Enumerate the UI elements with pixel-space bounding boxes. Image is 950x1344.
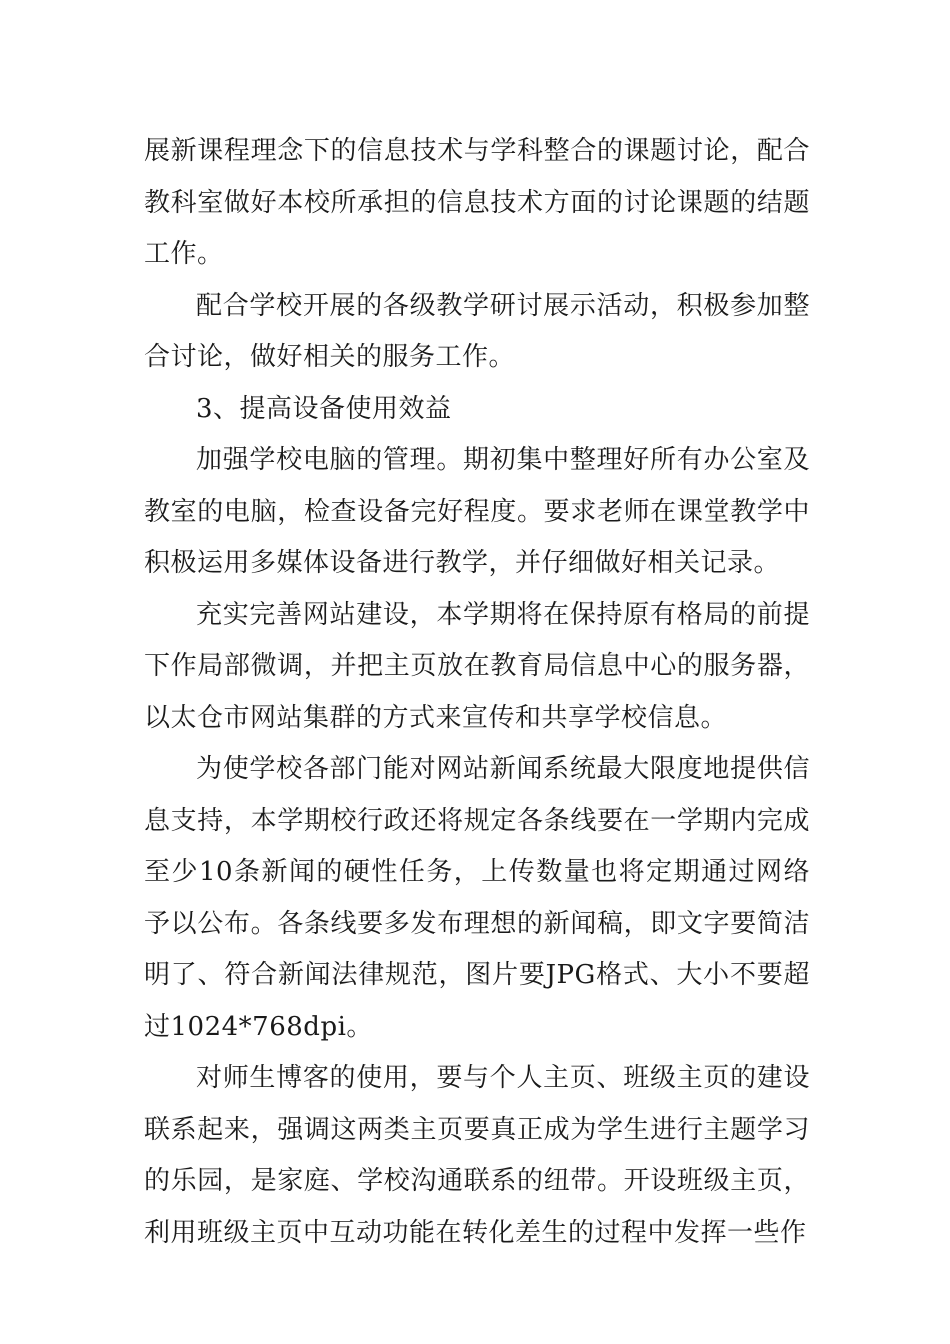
paragraph-news-system: 为使学校各部门能对网站新闻系统最大限度地提供信息支持，本学期校行政还将规定各条线要在一学期内完成至少10条新闻的硬性任务，上传数量也将定期通过网络予以公布。各条线要多发布理想的新闻稿，即文字要简洁明了、符合新闻法律规范，图片要JPG格式、大小不要超过1024*768dpi。	[144, 754, 810, 1042]
paragraph-computer-management: 加强学校电脑的管理。期初集中整理好所有办公室及教室的电脑，检查设备完好程度。要求老师在课堂教学中积极运用多媒体设备进行教学，并仔细做好相关记录。	[144, 445, 810, 578]
paragraph-continued: 展新课程理念下的信息技术与学科整合的课题讨论，配合教科室做好本校所承担的信息技术方面的讨论课题的结题工作。	[144, 136, 810, 269]
paragraph-blog-usage: 对师生博客的使用，要与个人主页、班级主页的建设联系起来，强调这两类主页要真正成为学生进行主题学习的乐园，是家庭、学校沟通联系的纽带。开设班级主页，利用班级主页中互动功能在转化差生的过程中发挥一些作	[144, 1063, 810, 1248]
paragraph-website-building: 充实完善网站建设，本学期将在保持原有格局的前提下作局部微调，并把主页放在教育局信息中心的服务器，以太仓市网站集群的方式来宣传和共享学校信息。	[144, 599, 810, 733]
document-body	[144, 126, 810, 1259]
paragraph-teaching-seminar: 配合学校开展的各级教学研讨展示活动，积极参加整合讨论，做好相关的服务工作。	[144, 290, 810, 372]
section-heading-equipment: 3、提高设备使用效益	[196, 393, 452, 424]
